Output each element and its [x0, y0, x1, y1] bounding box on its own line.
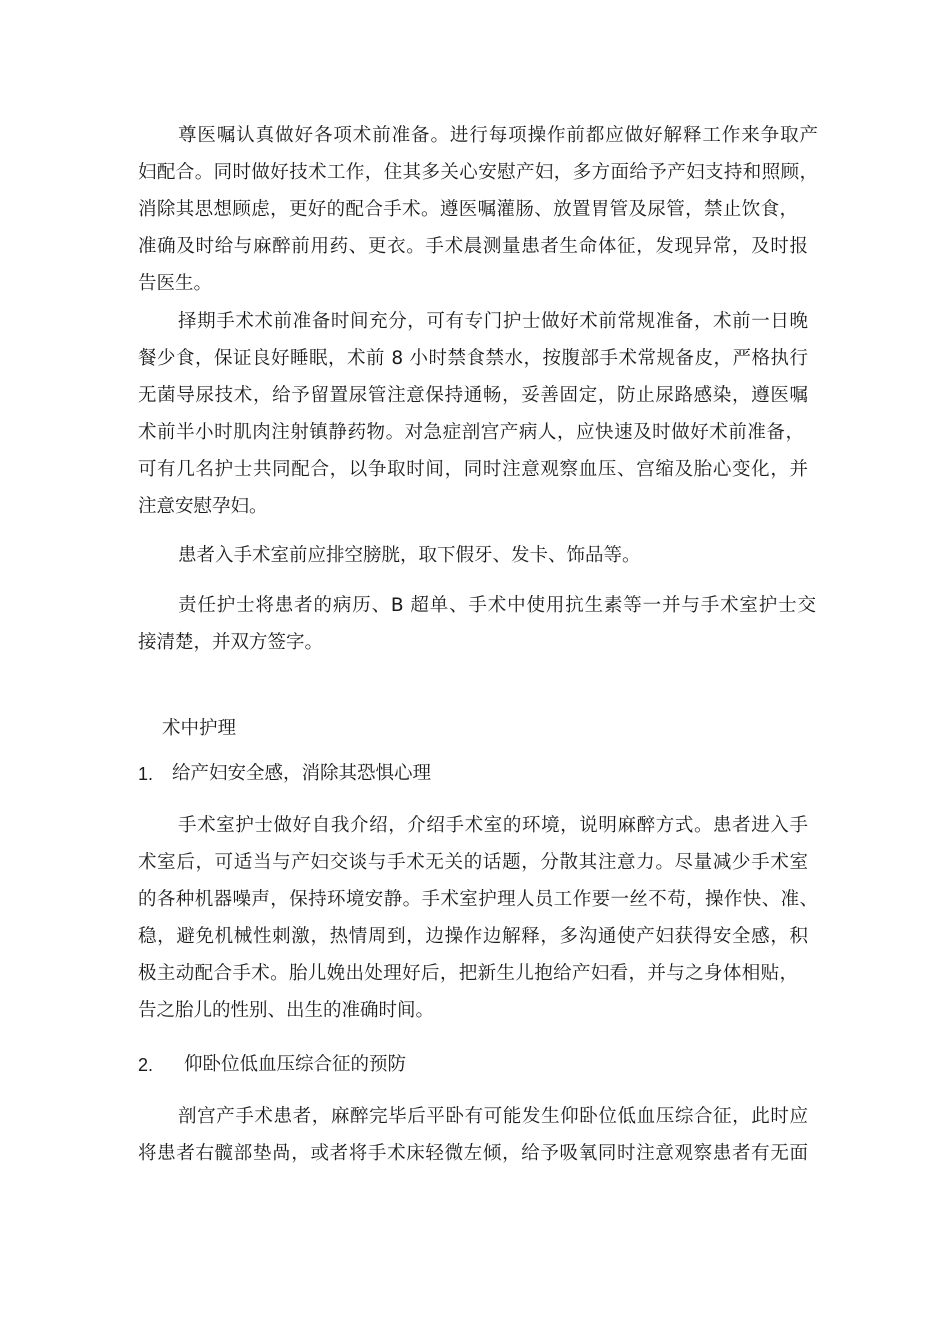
section-title: 术中护理 [162, 718, 237, 739]
paragraph-5-line-1: 手术室护士做好自我介绍，介绍手术室的环境，说明麻醉方式。患者进入手 [178, 815, 808, 836]
paragraph-1-line-5: 告医生。 [138, 273, 213, 294]
paragraph-4-line-1: 责任护士将患者的病历、B 超单、手术中使用抗生素等一并与手术室护士交 [178, 595, 816, 616]
paragraph-2-line-3: 无菌导尿技术，给予留置尿管注意保持通畅，妥善固定，防止尿路感染，遵医嘱 [138, 385, 808, 406]
item-2-number: 2. [138, 1055, 154, 1075]
paragraph-2-line-1: 择期手术术前准备时间充分，可有专门护士做好术前常规准备，术前一日晚 [178, 311, 808, 332]
paragraph-6-line-1: 剖宫产手术患者，麻醉完毕后平卧有可能发生仰卧位低血压综合征，此时应 [178, 1106, 808, 1127]
paragraph-1-line-3: 消除其思想顾虑，更好的配合手术。遵医嘱灌肠、放置胃管及尿管，禁止饮食， [138, 199, 798, 220]
item-2-title: 仰卧位低血压综合征的预防 [184, 1054, 407, 1075]
paragraph-2-line-2: 餐少食，保证良好睡眠，术前 8 小时禁食禁水，按腹部手术常规备皮，严格执行 [138, 348, 808, 369]
paragraph-2-line-5: 可有几名护士共同配合，以争取时间，同时注意观察血压、宫缩及胎心变化，并 [138, 459, 808, 480]
paragraph-5-line-4: 稳，避免机械性刺激，热情周到，边操作边解释，多沟通使产妇获得安全感，积 [138, 926, 808, 947]
paragraph-1-line-4: 准确及时给与麻醉前用药、更衣。手术晨测量患者生命体征，发现异常，及时报 [138, 236, 808, 257]
paragraph-3-line-1: 患者入手术室前应排空膀胱，取下假牙、发卡、饰品等。 [178, 545, 641, 566]
paragraph-5-line-2: 术室后，可适当与产妇交谈与手术无关的话题，分散其注意力。尽量减少手术室 [138, 852, 808, 873]
paragraph-2-line-6: 注意安慰孕妇。 [138, 496, 268, 517]
paragraph-5-line-6: 告之胎儿的性别、出生的准确时间。 [138, 1000, 435, 1021]
item-1-number: 1. [138, 764, 154, 784]
paragraph-2-line-4: 术前半小时肌肉注射镇静药物。对急症剖宫产病人，应快速及时做好术前准备， [138, 422, 804, 443]
paragraph-5-line-5: 极主动配合手术。胎儿娩出处理好后，把新生儿抱给产妇看，并与之身体相贴， [138, 963, 798, 984]
paragraph-1-line-2: 妇配合。同时做好技术工作，住其多关心安慰产妇，多方面给予产妇支持和照顾， [138, 162, 818, 183]
paragraph-6-line-2: 将患者右髋部垫咼，或者将手术床轻微左倾，给予吸氧同时注意观察患者有无面 [138, 1143, 808, 1164]
paragraph-4-line-2: 接清楚，并双方签字。 [138, 632, 324, 653]
item-1-title: 给产妇安全感，消除其恐惧心理 [172, 763, 432, 784]
paragraph-1-line-1: 尊医嘱认真做好各项术前准备。进行每项操作前都应做好解释工作来争取产 [178, 125, 818, 146]
paragraph-5-line-3: 的各种机器噪声，保持环境安静。手术室护理人员工作要一丝不苟，操作快、准、 [138, 889, 818, 910]
